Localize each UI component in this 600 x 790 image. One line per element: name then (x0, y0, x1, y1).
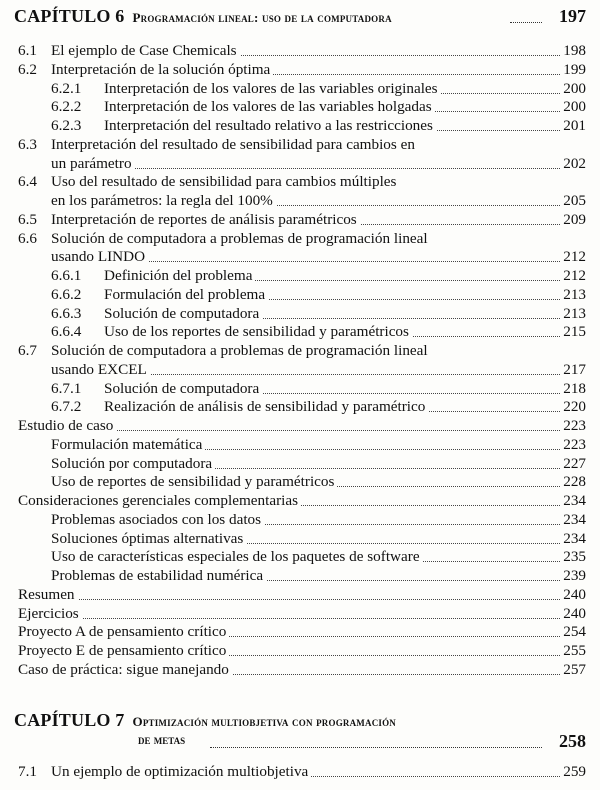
toc-entry[interactable] (0, 473, 586, 491)
entry-number: 6.3 (18, 135, 37, 153)
entry-title[interactable]: Realización de análisis de sensibilidad y paramétrico (104, 398, 428, 416)
chapter-6-heading (14, 6, 586, 30)
entry-title-continuation[interactable]: usando LINDO (51, 248, 148, 266)
entry-number: 7.1 (18, 763, 37, 780)
chapter-7-page: 258 (555, 731, 586, 752)
toc-entry[interactable] (0, 98, 586, 116)
entry-title[interactable]: Definición del problema (104, 267, 255, 285)
entry-page-number: 240 (560, 586, 586, 604)
entry-title[interactable]: Solución de computadora a problemas de programación lineal (51, 342, 428, 359)
entry-page-number: 259 (560, 763, 586, 781)
entry-title[interactable]: Consideraciones gerenciales complementarias (18, 492, 301, 510)
entry-page-number: 255 (560, 642, 586, 660)
entry-page-number: 209 (560, 211, 586, 229)
dot-leader (18, 618, 564, 619)
entry-number: 6.6.2 (51, 285, 82, 303)
toc-entry[interactable] (0, 286, 586, 304)
entry-number: 6.2 (18, 60, 37, 78)
entry-page-number: 215 (560, 323, 586, 341)
entry-title-continuation[interactable]: usando EXCEL (51, 361, 150, 379)
toc-entry[interactable] (0, 530, 586, 548)
toc-entry[interactable] (0, 436, 586, 454)
entry-page-number: 234 (560, 511, 586, 529)
toc-entry[interactable] (0, 417, 586, 435)
entry-title[interactable]: Interpretación de los valores de las variables originales (104, 80, 441, 98)
entry-title[interactable]: Interpretación de reportes de análisis paramétricos (51, 211, 360, 229)
entry-number: 6.4 (18, 173, 37, 191)
entry-page-number: 201 (560, 117, 586, 135)
entry-page-number: 198 (560, 42, 586, 60)
toc-entry[interactable] (0, 323, 586, 341)
entry-page-number: 223 (560, 436, 586, 454)
entry-page-number: 234 (560, 530, 586, 548)
entry-title[interactable]: Soluciones óptimas alternativas (51, 530, 246, 548)
entry-page-number: 257 (560, 661, 586, 679)
entry-number: 6.2.2 (51, 98, 82, 116)
entry-page-number: 213 (560, 286, 586, 304)
entry-number: 6.6 (18, 229, 37, 247)
entry-title[interactable]: Problemas asociados con los datos (51, 511, 264, 529)
entry-page-number: 212 (560, 248, 586, 266)
entry-page-number: 227 (560, 455, 586, 473)
entry-title[interactable]: Interpretación del resultado de sensibilidad para cambios en (51, 135, 415, 153)
toc-entry[interactable] (0, 361, 586, 379)
entry-number: 6.5 (18, 210, 37, 228)
toc-entry[interactable] (0, 42, 586, 60)
entry-number: 6.2.1 (51, 79, 82, 97)
entry-title[interactable]: Solución por computadora (51, 455, 215, 473)
entry-page-number: 223 (560, 417, 586, 435)
entry-page-number: 212 (560, 267, 586, 285)
toc-entry[interactable] (0, 305, 586, 323)
entry-page-number: 235 (560, 548, 586, 566)
entry-page-number: 228 (560, 473, 586, 491)
toc-entry[interactable] (0, 492, 586, 510)
chapter-7-title-line2 (138, 732, 185, 748)
entry-title[interactable]: Un ejemplo de optimización multiobjetiva (51, 763, 311, 781)
entry-page-number: 213 (560, 305, 586, 323)
entry-page-number: 202 (560, 155, 586, 173)
entry-title[interactable]: Proyecto A de pensamiento crítico (18, 623, 229, 641)
toc-entry[interactable] (0, 605, 586, 623)
toc-entry[interactable] (0, 623, 586, 641)
toc-entry[interactable] (0, 248, 586, 266)
chapter-7-title: Optimización multiobjetiva con programación (132, 714, 397, 729)
entry-title[interactable]: Interpretación de la solución óptima (51, 61, 273, 79)
entry-title[interactable]: Proyecto E de pensamiento crítico (18, 642, 229, 660)
toc-entry[interactable] (0, 80, 586, 98)
entry-title[interactable]: Interpretación del resultado relativo a las restricciones (104, 117, 436, 135)
entry-title[interactable]: Solución de computadora (104, 380, 262, 398)
entry-title[interactable]: Formulación del problema (104, 286, 268, 304)
entry-page-number: 239 (560, 567, 586, 585)
entry-page-number: 240 (560, 605, 586, 623)
entry-number: 6.6.4 (51, 323, 82, 341)
entry-title[interactable]: Ejercicios (18, 605, 82, 623)
entry-title[interactable]: Caso de práctica: sigue manejando (18, 661, 232, 679)
toc-entry[interactable] (0, 117, 586, 135)
toc-entry[interactable] (0, 380, 586, 398)
entry-title[interactable]: Interpretación de los valores de las variables holgadas (104, 98, 435, 116)
entry-title[interactable]: Uso de los reportes de sensibilidad y paramétricos (104, 323, 412, 341)
entry-page-number: 234 (560, 492, 586, 510)
toc-entry[interactable] (0, 267, 586, 285)
chapter-7-heading (14, 710, 586, 754)
entry-title[interactable]: El ejemplo de Case Chemicals (51, 42, 240, 60)
chapter-6-label: CAPÍTULO 6 (14, 6, 125, 26)
entry-number: 6.7 (18, 342, 37, 359)
toc-entry[interactable] (0, 155, 586, 173)
entry-page-number: 220 (560, 398, 586, 416)
toc-entry[interactable] (0, 398, 586, 416)
chapter-6-leader (510, 22, 542, 23)
entry-page-number: 218 (560, 380, 586, 398)
entry-title[interactable]: Estudio de caso (18, 417, 116, 435)
chapter-6-page: 197 (555, 6, 586, 27)
toc-entry[interactable] (0, 548, 586, 566)
entry-page-number: 254 (560, 623, 586, 641)
entry-title[interactable]: Formulación matemática (51, 436, 205, 454)
entry-title[interactable]: Uso del resultado de sensibilidad para cambios múltiples (51, 173, 397, 191)
chapter-7-title-continuation: de metas (138, 732, 186, 747)
entry-page-number: 205 (560, 192, 586, 210)
toc-entry[interactable] (0, 567, 586, 585)
entry-title[interactable]: Solución de computadora (104, 305, 262, 323)
entry-number: 6.1 (18, 42, 37, 59)
entry-page-number: 217 (560, 361, 586, 379)
dot-leader (18, 599, 564, 600)
entry-title[interactable]: Uso de reportes de sensibilidad y paramétricos (51, 473, 337, 491)
entry-page-number: 200 (560, 98, 586, 116)
entry-title[interactable]: Solución de computadora a problemas de programación lineal (51, 229, 428, 247)
entry-page-number: 199 (560, 61, 586, 79)
entry-title[interactable]: Resumen (18, 586, 78, 604)
entry-number: 6.7.2 (51, 398, 82, 416)
chapter-7-label: CAPÍTULO 7 (14, 710, 125, 730)
entry-number: 6.7.1 (51, 379, 82, 397)
entry-page-number: 200 (560, 80, 586, 98)
toc-entry[interactable] (0, 511, 586, 529)
toc-entry[interactable] (0, 661, 586, 679)
entry-title[interactable]: Uso de características especiales de los paquetes de software (51, 548, 423, 566)
toc-entry[interactable] (0, 192, 586, 210)
toc-entry[interactable] (0, 455, 586, 473)
toc-entry[interactable] (0, 61, 586, 79)
entry-number: 6.6.3 (51, 304, 82, 322)
chapter-7-leader (210, 747, 542, 748)
toc-entry[interactable] (0, 211, 586, 229)
toc-entry[interactable] (0, 586, 586, 604)
entry-number: 6.2.3 (51, 117, 82, 134)
toc-entry[interactable] (0, 642, 586, 660)
toc-entry[interactable] (0, 763, 586, 781)
entry-number: 6.6.1 (51, 267, 82, 284)
entry-title[interactable]: Problemas de estabilidad numérica (51, 567, 266, 585)
entry-title-continuation[interactable]: en los parámetros: la regla del 100% (51, 192, 276, 210)
chapter-6-title: Programación lineal: uso de la computadora (132, 10, 392, 25)
entry-title-continuation[interactable]: un parámetro (51, 155, 135, 173)
